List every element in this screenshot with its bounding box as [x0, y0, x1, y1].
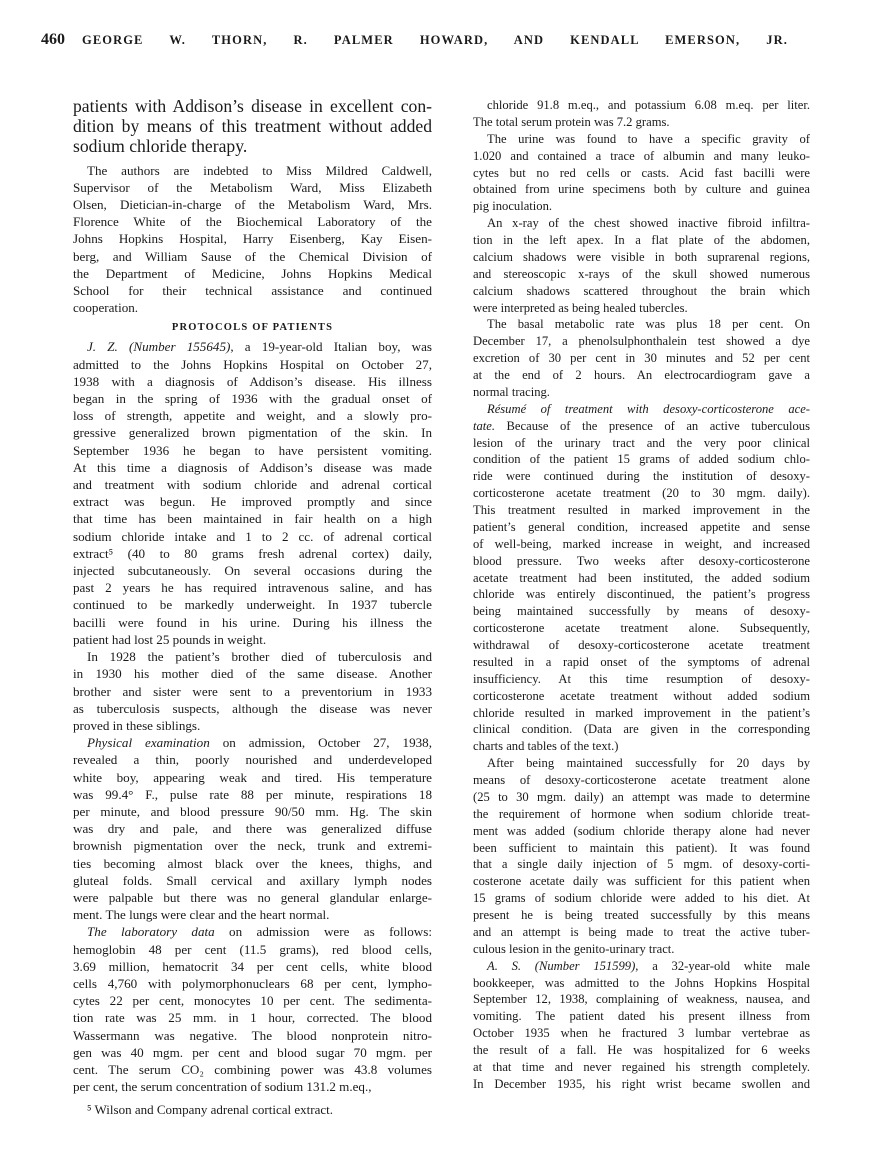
body-paragraph — [473, 131, 810, 215]
text-line: dition by means of this treatment without added — [73, 116, 432, 137]
text-line: in 1930 his mother died of the same disease. Another — [73, 666, 432, 682]
text-line: the Department of Medicine, Johns Hopkins Medical — [73, 265, 432, 281]
text-line: The urine was found to have a specific gravity of — [487, 131, 810, 146]
text-line: ride were continued during the institution of desoxy- — [473, 469, 810, 484]
text-line: and stereoscopic x-rays of the skull showed numerous — [473, 266, 810, 281]
text-line: per cent, the serum concentration of sodium 131.2 m.eq., — [73, 1079, 372, 1095]
body-paragraph — [73, 338, 432, 648]
text-line: chloride 91.8 m.eq., and potassium 6.08 m.eq. per liter. — [487, 98, 810, 112]
text-line: and treatment with sodium chloride and adrenal cortical — [73, 477, 432, 493]
text-line: tion rate was 25 mm. in 1 hour, corrected. The blood — [73, 1010, 432, 1026]
text-line: white boy, appearing weak and tired. His temperature — [73, 769, 432, 785]
text-line: past 2 years he has required intravenous saline, and has — [73, 580, 432, 596]
text-line: extract⁵ (40 to 80 grams fresh adrenal cortex) daily, — [73, 545, 432, 561]
text-line: calcium shadows scattered throughout the brain which — [473, 283, 810, 298]
line-text: , a 19-year-old Italian boy, was — [230, 339, 432, 355]
text-line: chloride was entirely discontinued, the patient’s progress — [473, 587, 810, 602]
right-body — [473, 97, 810, 1093]
line-text: , a 32-year-old white male — [635, 958, 810, 973]
text-line: (25 to 30 mgm. daily) an attempt was made to determine — [473, 789, 810, 804]
text-line: Olsen, Dietician-in-charge of the Metabolism Ward, Mrs. — [73, 197, 432, 213]
body-paragraph — [473, 401, 810, 755]
text-line: calcium shadows were visible in both suprarenal regions, — [473, 249, 810, 264]
acknowledgement-paragraph — [73, 162, 432, 317]
text-line: the requirement of hormone when sodium chloride treat- — [473, 806, 810, 821]
text-line: excretion of 30 per cent in 30 minutes and 52 per cent — [473, 351, 810, 366]
text-line: The authors are indebted to Miss Mildred Caldwell, — [87, 162, 432, 178]
right-column — [473, 97, 810, 1093]
text-line: per minute, and blood pressure 90/50 mm. Hg. The skin — [73, 803, 432, 819]
text-line: that a single daily injection of 5 mgm. of desoxy-corti- — [473, 857, 810, 872]
text-line: cytes but no red cells or casts. Acid fast bacilli were — [473, 165, 810, 180]
text-line: of well-being, marked increase in weight, and increased — [473, 536, 810, 551]
text-line: 1.020 and contained a trace of albumin and many leuko- — [473, 148, 810, 163]
text-line: resulted in a rapid onset of the symptoms of adrenal — [473, 654, 810, 669]
line-text: on admission were as follows: — [214, 924, 432, 940]
text-line: In 1928 the patient’s brother died of tuberculosis and — [87, 649, 432, 665]
body-paragraph — [73, 923, 432, 1095]
text-line: October 1935 when he fractured 3 lumbar vertebrae as — [473, 1026, 810, 1041]
page-number: 460 — [41, 31, 65, 48]
text-line: proved in these siblings. — [73, 717, 201, 733]
text-line: Johns Hopkins Hospital, Harry Eisenberg, Kay Eisen- — [73, 231, 432, 247]
text-line: cytes 22 per cent, monocytes 10 per cent. The sedimenta- — [73, 993, 432, 1009]
text-line: brother and sister were sent to a preventorium in 1933 — [73, 683, 432, 699]
body-paragraph — [473, 755, 810, 958]
text-line: hemoglobin 48 per cent (11.5 grams), red blood cells, — [73, 941, 432, 957]
text-line: insufficiency. At this time resumption of desoxy- — [473, 671, 810, 686]
text-line: withdrawal of desoxy-corticosterone acetate treatment — [473, 638, 810, 652]
text-line: bacilli were found in his urine. During his illness the — [73, 614, 432, 630]
body-paragraph — [473, 97, 810, 131]
text-line: 3.69 million, hematocrit 34 per cent cells, white blood — [73, 958, 432, 974]
text-line: The total serum protein was 7.2 grams. — [473, 114, 670, 129]
body-paragraph — [473, 316, 810, 400]
text-line: brownish pigmentation over the neck, trunk and extremi- — [73, 838, 432, 854]
text-line: blood pressure. Two weeks after desoxy-corticosterone — [473, 553, 810, 568]
text-line: sodium chloride intake and 1 to 2 cc. of adrenal cortical — [73, 528, 432, 544]
body-paragraph — [73, 648, 432, 734]
text-line: the result of a fall. He was hospitalized for 6 weeks — [473, 1043, 810, 1057]
text-line: extract was begun. He improved promptly and since — [73, 494, 432, 510]
text-line: This treatment resulted in marked improvement in the — [473, 503, 810, 517]
text-line: at that time and never regained his strength completely. — [473, 1059, 810, 1074]
text-line — [473, 958, 810, 975]
italic-run-in: The laboratory data — [87, 924, 215, 940]
text-line: at the end of 2 hours. An electrocardiogram gave a — [473, 368, 810, 382]
text-line: School for their technical assistance and continued — [73, 283, 432, 299]
text-line: patient had lost 25 pounds in weight. — [73, 631, 267, 647]
text-line: costerone acetate daily was sufficient for this patient when — [473, 874, 810, 889]
italic-run-in: Résumé of treatment with desoxy-corticosterone ace- — [487, 401, 810, 416]
text-line: chloride resulted in marked improvement in the patient’s — [473, 705, 810, 720]
line-text: Because of the presence of an active tuberculous — [495, 418, 810, 433]
text-line — [73, 338, 432, 355]
text-line: After being maintained successfully for 20 days by — [487, 756, 810, 771]
text-line: Supervisor of the Metabolism Ward, Miss Elizabeth — [73, 179, 432, 195]
text-line: means of desoxy-corticosterone acetate treatment alone — [473, 773, 810, 787]
italic-run-in: A. S. (Number 151599) — [487, 958, 636, 973]
text-line: Wassermann was negative. The blood nonprotein nitro- — [73, 1027, 432, 1043]
text-line: pig inoculation. — [473, 199, 553, 214]
text-line: clinical condition. (Data are given in the corresponding — [473, 722, 810, 737]
text-line: An x-ray of the chest showed inactive fibroid infiltra- — [487, 216, 810, 231]
text-line: injected subcutaneously. On several occasions during the — [73, 563, 432, 579]
text-line: were palpable but there was no general glandular enlarge- — [73, 889, 432, 905]
text-line: gluteal folds. Small cervical and axillary lymph nodes — [73, 872, 432, 888]
text-line: 1938 with a diagnosis of Addison’s disease. His illness — [73, 373, 432, 389]
text-line: obtained from urine specimens both by culture and guinea — [473, 182, 810, 197]
text-line: lesion of the urinary tract and the very poor clinical — [473, 435, 810, 450]
text-line: began in the spring of 1936 with the gradual onset of — [73, 391, 432, 407]
text-line: gen was 40 mgm. per cent and blood sugar 70 mgm. per — [73, 1044, 432, 1060]
text-line — [73, 923, 432, 940]
text-line — [73, 734, 432, 751]
text-line: continued to be markedly underweight. In 1937 tubercle — [73, 597, 432, 613]
text-line: was dry and pale, and there was generalized diffuse — [73, 821, 432, 837]
text-line: vomiting. The patient dated his present illness from — [473, 1009, 810, 1024]
text-line: September 1936 he began to have persistent vomiting. — [73, 442, 432, 458]
text-line: present he is being treated successfully by this means — [473, 908, 810, 922]
text-line: In December 1935, his right wrist became swollen and — [473, 1076, 810, 1091]
footnote: ⁵ Wilson and Company adrenal cortical extract. — [87, 1102, 333, 1118]
body-paragraph — [73, 734, 432, 923]
text-line: September 12, 1938, complaining of weakness, nausea, and — [473, 992, 810, 1007]
text-line: berg, and William Sause of the Chemical Division of — [73, 248, 432, 264]
text-line: Florence White of the Biochemical Laboratory of the — [73, 214, 432, 230]
text-line: December 17, a phenolsulphonthalein test showed a dye — [473, 334, 810, 349]
left-column — [73, 96, 432, 1118]
text-line: patient’s general condition, increased appetite and sense — [473, 519, 810, 534]
text-line: bookkeeper, was admitted to the Johns Hopkins Hospital — [473, 975, 810, 990]
text-line: culous lesion in the genito-urinary tract. — [473, 941, 675, 956]
text-line: At this time a diagnosis of Addison’s disease was made — [73, 459, 432, 475]
text-line — [473, 418, 810, 435]
text-line: acetate treatment had been instituted, the added sodium — [473, 570, 810, 585]
text-line: ment. The lungs were clear and the heart normal. — [73, 907, 330, 923]
text-line: cells 4,760 with polymorphonuclears 68 per cent, lympho- — [73, 975, 432, 991]
text-line: corticosterone acetate treatment without added sodium — [473, 688, 810, 703]
text-line: and an attempt is being made to treat the active tuber- — [473, 924, 810, 939]
intro-paragraph — [73, 96, 432, 157]
text-line: cent. The serum CO₂ combining power was 43.8 volumes — [73, 1061, 432, 1077]
body-paragraph — [473, 215, 810, 316]
text-line: been sufficient to maintain this patient). It was found — [473, 840, 810, 855]
text-line: revealed a thin, poorly nourished and underdeveloped — [73, 752, 432, 768]
text-line: loss of strength, appetite and weight, and a slowly pro- — [73, 408, 432, 424]
text-line — [473, 401, 810, 418]
text-line: ties becoming almost black over the knees, thighs, and — [73, 855, 432, 871]
text-line: admitted to the Johns Hopkins Hospital on October 27, — [73, 356, 432, 372]
text-line: as tuberculosis suspects, although the disease was never — [73, 700, 432, 716]
text-line: 15 grams of sodium chloride were added to his diet. At — [473, 891, 810, 906]
body-paragraph — [473, 958, 810, 1093]
italic-run-in: J. Z. (Number 155645) — [87, 339, 231, 355]
section-heading: PROTOCOLS OF PATIENTS — [171, 322, 334, 334]
text-line: being maintained successfully by means of desoxy- — [473, 604, 810, 619]
italic-run-in: tate. — [473, 418, 496, 433]
line-text: on admission, October 27, 1938, — [209, 735, 432, 751]
text-line: corticosterone acetate treatment (20 to 30 mgm. daily). — [473, 486, 810, 501]
text-line: that time has been maintained in fair health on a high — [73, 511, 432, 527]
running-title: GEORGE W. THORN, R. PALMER HOWARD, AND KENDALL EMERSON, JR. — [82, 33, 788, 47]
italic-run-in: Physical examination — [87, 735, 210, 751]
text-line: gressive generalized brown pigmentation of the skin. In — [73, 425, 432, 441]
text-line: ment was added (sodium chloride therapy alone had never — [473, 823, 810, 838]
text-line: tion in the left apex. In a flat plate of the abdomen, — [473, 233, 810, 247]
text-line: corticosterone acetate treatment alone. Subsequently, — [473, 621, 810, 636]
left-body — [73, 338, 432, 1095]
text-line: were interpreted as being healed tubercles. — [473, 300, 688, 315]
text-line: sodium chloride therapy. — [73, 136, 248, 157]
text-line: was 99.4° F., pulse rate 88 per minute, respirations 18 — [73, 786, 432, 802]
text-line: condition of the patient 15 grams of added sodium chlo- — [473, 452, 810, 467]
text-line: cooperation. — [73, 300, 139, 316]
text-line: patients with Addison’s disease in excellent con- — [73, 96, 432, 116]
text-line: charts and tables of the text.) — [473, 739, 619, 754]
text-line: normal tracing. — [473, 384, 550, 399]
text-line: The basal metabolic rate was plus 18 per cent. On — [487, 317, 810, 332]
